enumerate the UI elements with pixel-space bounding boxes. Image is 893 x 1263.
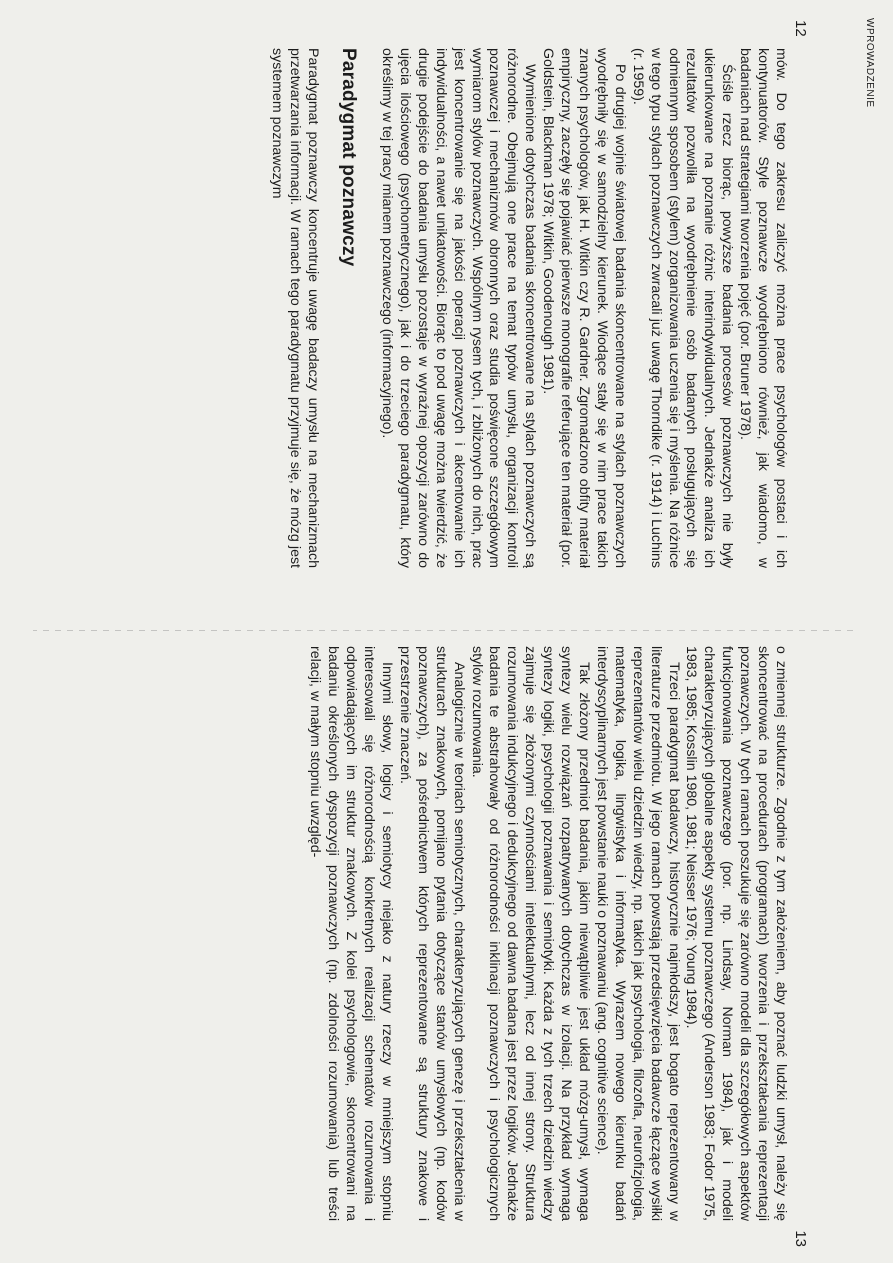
left-page bbox=[0, 0, 893, 631]
paragraph: Trzeci paradygmat badawczy, historycznie najmłodszy, jest bogato reprezentowany w literaturze przedmiotu. W jego ramach powstają przedsięwzięcia badawcze łączące wysiłki reprezentantów wielu dziedzin wiedzy, np. takich jak psychologia, filozofia, neurofizjologia, matematyka, logika, lingwistyka i informatyka. Wyrazem nowego kierunku badań interdyscyplinarnych jest powstanie nauki o poznawaniu (ang. cognitive science). bbox=[593, 646, 682, 1221]
paragraph: Po drugiej wojnie światowej badania skoncentrowane na stylach poznawczych wyodrębniły się w samodzielny kierunek. Wiodące stały się w nim prace takich znanych psychologów, jak H. Witkin czy R. Gardner. Zgromadzono obfity materiał empiryczny, zaczęły się pojawiać pierwsze monografie referujące ten materiał (por. Goldstein, Blackman 1978; Witkin, Goodenough 1981). bbox=[540, 48, 628, 568]
paragraph: o zmiennej strukturze. Zgodnie z tym założeniem, aby poznać ludzki umysł, należy się skoncentrować na procedurach (programach) tworzenia i przekształcania reprezentacji poznawczych. W tych ramach poszukuje się zarówno modeli dla szczegółowych aspektów funkcjonowania poznawczego (por. np. Lindsay, Norman 1984), jak i modeli charakteryzujących globalne aspekty systemu poznawczego (Anderson 1983; Fodor 1975, 1983, 1985; Kosslin 1980, 1981; Neisser 1976; Young 1984). bbox=[683, 646, 789, 1221]
left-text-column bbox=[268, 48, 789, 568]
paragraph: Wymienione dotychczas badania skoncentrowane na stylach poznawczych są różnorodne. Obejmują one prace na temat typów umysłu, organizacji kontroli poznawczej i mechanizmów obronnych oraz studia poświęcone szczegółowym wymiarom stylów poznawczych. Wspólnym rysem tych, i zbliżonych do nich, prac jest koncentrowanie się na jakości operacji poznawczych i akcentowanie ich indywidualności, a nawet unikatowości. Biorąc to pod uwagę można twierdzić, że drugie podejście do badania umysłu pozostaje w wyraźnej opozycji zarówno do ujęcia ilościowego (psychometrycznego), jak i do trzeciego paradygmatu, który określimy w tej pracy mianem poznawczego (informacyjnego). bbox=[379, 48, 539, 568]
right-text-column bbox=[306, 646, 789, 1221]
paragraph: Analogicznie w teoriach semiotycznych, charakteryzujących genezę i przekształcenia w strukturach znakowych, pomijano pytania dotyczące stanów umysłowych (np. kodów poznawczych), za pośrednictwem których reprezentowane są struktury znakowe i przestrzenie znaczeń. bbox=[396, 646, 467, 1221]
running-header: WPROWADZENIE bbox=[864, 18, 875, 108]
page-number: 13 bbox=[792, 1230, 809, 1247]
right-page bbox=[0, 632, 893, 1263]
page-number: 12 bbox=[792, 20, 809, 37]
paragraph: Ściśle rzecz biorąc, powyższe badania procesów poznawczych nie były ukierunkowane na poznanie różnic interindywidualnych. Jednakże analiza ich rezultatów pozwoliła na wyodrębnienie osób badanych posługujących się odmiennym sposobem (stylem) zorganizowania uczenia się i myślenia. Na różnice w tego typu stylach poznawczych zwracali już uwagę Thorndike (r. 1914) i Luchins (r. 1959). bbox=[629, 48, 736, 568]
paragraph: Paradygmat poznawczy koncentruje uwagę badaczy umysłu na mechanizmach przetwarzania informacji. W ramach tego paradygmatu przyjmuje się, że mózg jest systemem poznawczym bbox=[269, 48, 322, 568]
paragraph: Tak złożony przedmiot badania, jakim niewątpliwie jest układ mózg-umysł, wymaga syntezy wielu rozwiązań rozpatrywanych dotychczas w izolacji. Na przykład wymaga syntezy logiki, psychologii poznawania i semiotyki. Każda z tych trzech dziedzin wiedzy zajmuje się złożonymi czynnościami intelektualnymi, lecz od innej strony. Struktura rozumowania indukcyjnego i dedukcyjnego od dawna badana jest przez logików. Jednakże badania te abstrahowały od różnorodności inklinacji poznawczych i psychologicznych stylów rozumowania. bbox=[468, 646, 593, 1221]
paragraph: Innymi słowy, logicy i semiotycy niejako z natury rzeczy w mniejszym stopniu interesowali się różnorodnością konkretnych realizacji schematów rozumowania i odpowiadających im struktur znakowych. Z kolei psychologowie, skoncentrowani na badaniu określonych dyspozycji poznawczych (np. zdolności rozumowania) lub treści relacji, w małym stopniu uwzględ- bbox=[307, 646, 396, 1221]
paragraph: mów. Do tego zakresu zaliczyć można prace psychologów postaci i ich kontynuatorów. Style poznawcze wyodrębniono również, jak wiadomo, w badaniach nad strategiami tworzenia pojęć (por. Bruner 1978). bbox=[737, 48, 789, 568]
section-heading: Paradygmat poznawczy bbox=[338, 48, 360, 267]
page-gutter bbox=[33, 630, 853, 631]
